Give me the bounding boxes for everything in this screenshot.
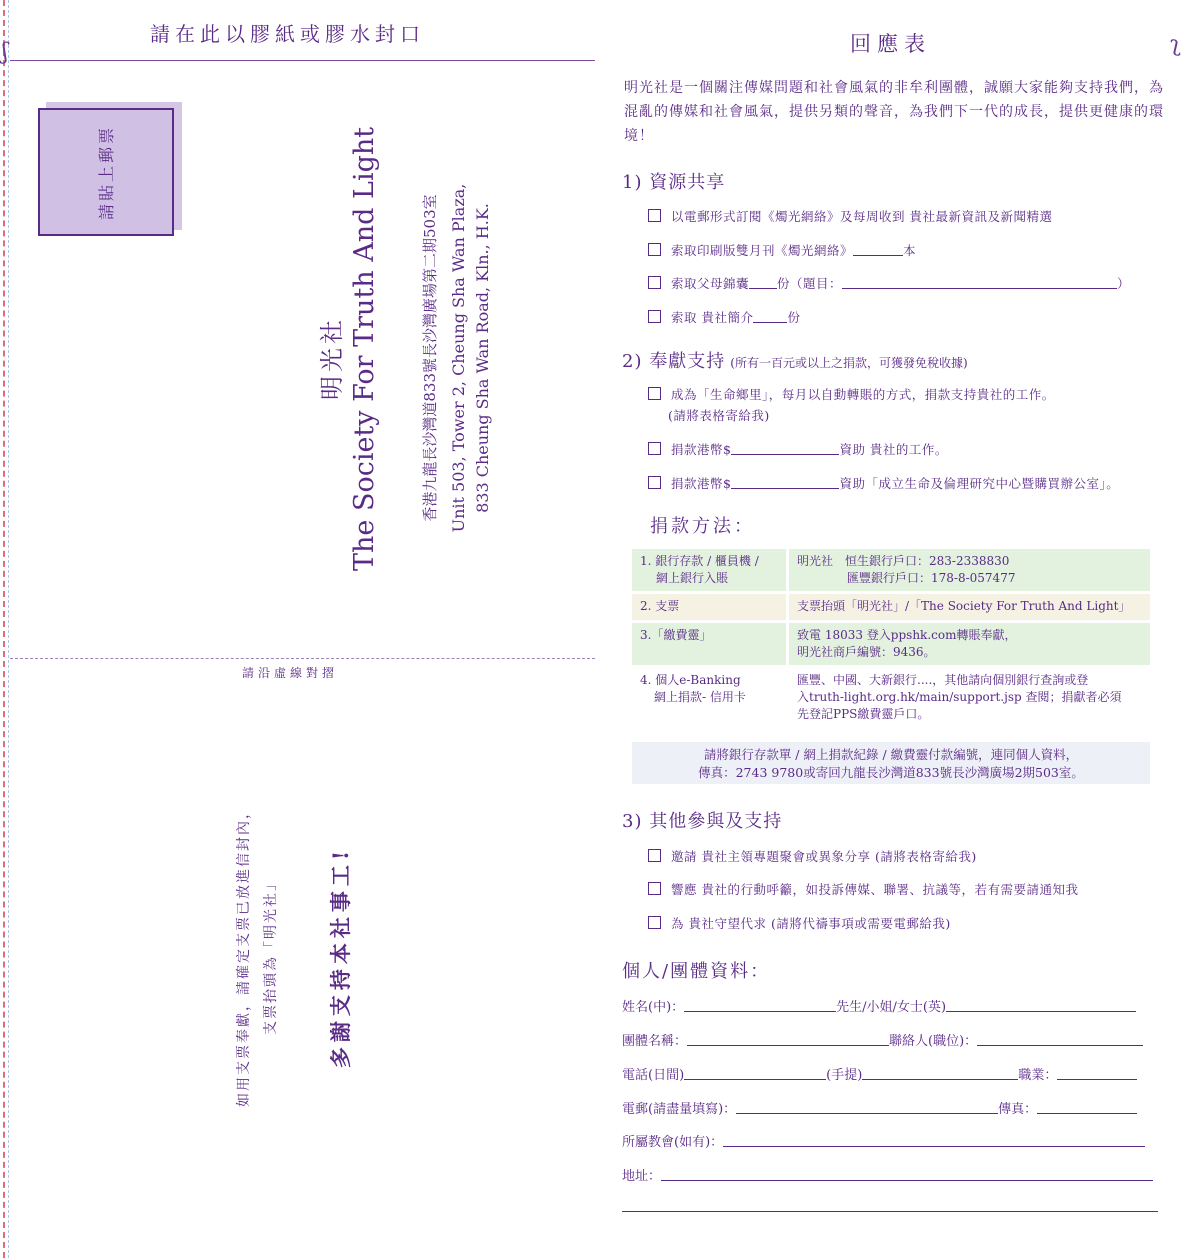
checkbox[interactable] [648, 916, 661, 929]
sec3-option-1[interactable]: 邀請 貴社主領專題聚會或異象分享 (請將表格寄給我) [648, 847, 977, 865]
checkbox[interactable] [648, 387, 661, 400]
address-en-line2: 833 Cheung Sha Wan Road, Kln., H.K. [473, 203, 492, 513]
row-organisation: 團體名稱： 聯絡人(職位)： [622, 1030, 1143, 1049]
checkbox[interactable] [648, 209, 661, 222]
sec1-option-4[interactable]: 索取 貴社簡介 份 [648, 308, 801, 326]
checkbox[interactable] [648, 849, 661, 862]
thanks-message: 多謝支持本社事工! [328, 845, 353, 1069]
copies-blank[interactable] [753, 310, 787, 323]
address-zh: 香港九龍長沙灣道833號長沙灣廣場第二期503室 [421, 194, 439, 522]
org-name-zh: 明光社 [318, 316, 346, 400]
section2-note: (所有一百元或以上之捐款，可獲發免稅收據) [730, 356, 968, 370]
sec3-option-2[interactable]: 響應 貴社的行動呼籲，如投訴傳媒、聯署、抗議等，若有需要請通知我 [648, 880, 1078, 898]
row-address: 地址： [622, 1165, 1153, 1184]
row-email: 電郵(請盡量填寫)： 傳真： [622, 1098, 1137, 1117]
sec1-option-2[interactable]: 索取印刷版雙月刊《燭光網絡》 本 [648, 241, 916, 259]
checkbox[interactable] [648, 243, 661, 256]
phone-day-input[interactable] [684, 1067, 826, 1080]
personal-info-title: 個人/團體資料： [622, 961, 771, 982]
amount-blank[interactable] [731, 442, 839, 455]
sec1-option-1[interactable]: 以電郵形式訂閱《燭光網絡》及每周收到 貴社最新資訊及新聞精選 [648, 207, 1052, 225]
checkbox[interactable] [648, 442, 661, 455]
cheque-note-line1: 如用支票奉獻，請確定支票已放進信封內， [236, 803, 252, 1107]
fold-line [10, 658, 595, 659]
email-input[interactable] [736, 1101, 998, 1114]
sec1-option-3[interactable]: 索取父母錦囊 份（題目： ） [648, 274, 1130, 292]
address-input[interactable] [661, 1168, 1153, 1181]
checkbox[interactable] [648, 310, 661, 323]
org-input[interactable] [687, 1033, 889, 1046]
copies-blank[interactable] [853, 243, 903, 256]
section1-title: 1) 資源共享 [622, 172, 726, 193]
seal-instruction: 請在此以膠紙或膠水封口 [150, 22, 425, 46]
checkbox[interactable] [648, 882, 661, 895]
form-title: 回應表 [850, 32, 931, 56]
sec2-option-3[interactable]: 捐款港幣$ 資助「成立生命及倫理研究中心暨購買辦公室」。 [648, 474, 1119, 492]
fold-instruction: 請沿虛線對摺 [242, 666, 339, 680]
sec2-option-1[interactable]: 成為「生命鄉里」，每月以自動轉賬的方式，捐款支持貴社的工作。 [648, 385, 1055, 403]
payment-note: 請將銀行存款單 / 網上捐款紀錄 / 繳費靈付款編號，連同個人資料， 傳真：2743 9780或寄回九龍長沙灣道833號長沙灣廣場2期503室。 [632, 742, 1150, 784]
copies-blank[interactable] [749, 276, 777, 289]
name-en-input[interactable] [946, 999, 1136, 1012]
payment-table: 1. 銀行存款 / 櫃員機 / 網上銀行入賬 明光社 恒生銀行戶口：283-2338830 匯豐銀行戶口：178-8-057477 2. 支票 支票抬頭「明光社」/「The Society For Truth And Light」 3.「繳費靈」 致電 18033 登入ppshk.com轉賬奉獻， 明光社商戶編號：9436。 4. 個人e-Banking 網上捐款- 信用卡 匯豐、中國、大新銀行....，其他請向個別銀行查詢或登 入truth-light.org.hk/main/support.jsp 查閱；捐獻者必須 先登記PPS繳費靈戶口。 [632, 546, 1150, 730]
sec2-option-2[interactable]: 捐款港幣$ 資助 貴社的工作。 [648, 440, 948, 458]
address-input-line2[interactable] [622, 1211, 1158, 1212]
row-phone: 電話(日間) (手提) 職業： [622, 1064, 1137, 1083]
sec3-option-3[interactable]: 為 貴社守望代求 (請將代禱事項或需要電郵給我) [648, 914, 951, 932]
checkbox[interactable] [648, 476, 661, 489]
org-name-en: The Society For Truth And Light [349, 126, 380, 571]
checkbox[interactable] [648, 276, 661, 289]
row-name: 姓名(中)： 先生/小姐/女士(英) [622, 996, 1136, 1015]
section2-title: 2) 奉獻支持 [622, 351, 726, 372]
name-zh-input[interactable] [684, 999, 836, 1012]
address-en-line1: Unit 503, Tower 2, Cheung Sha Wan Plaza, [449, 183, 468, 533]
payment-methods-title: 捐款方法： [650, 516, 755, 537]
mobile-input[interactable] [862, 1067, 1018, 1080]
scissors-curl-icon: ʃ [2, 40, 8, 65]
topic-blank[interactable] [842, 276, 1117, 289]
seal-line [10, 60, 595, 61]
left-edge-guide-line [8, 0, 9, 1258]
fax-input[interactable] [1037, 1101, 1137, 1114]
cheque-note-line2: 支票抬頭為「明光社」 [263, 875, 279, 1035]
church-input[interactable] [723, 1134, 1145, 1147]
curl-ornament-icon: ʅ [1170, 32, 1181, 57]
sec2-option-1-note: (請將表格寄給我) [668, 408, 770, 423]
contact-input[interactable] [977, 1033, 1143, 1046]
job-input[interactable] [1057, 1067, 1137, 1080]
left-edge-cut-line [3, 0, 5, 1258]
row-church: 所屬教會(如有)： [622, 1131, 1145, 1150]
section3-title: 3) 其他參與及支持 [622, 811, 783, 832]
intro-paragraph: 明光社是一個關注傳媒問題和社會風氣的非牟利團體，誠願大家能夠支持我們，為混亂的傳媒和社會風氣，提供另類的聲音，為我們下一代的成長，提供更健康的環境！ [624, 80, 1164, 144]
stamp-label: 請貼上郵票 [96, 124, 116, 220]
amount-blank[interactable] [731, 476, 839, 489]
